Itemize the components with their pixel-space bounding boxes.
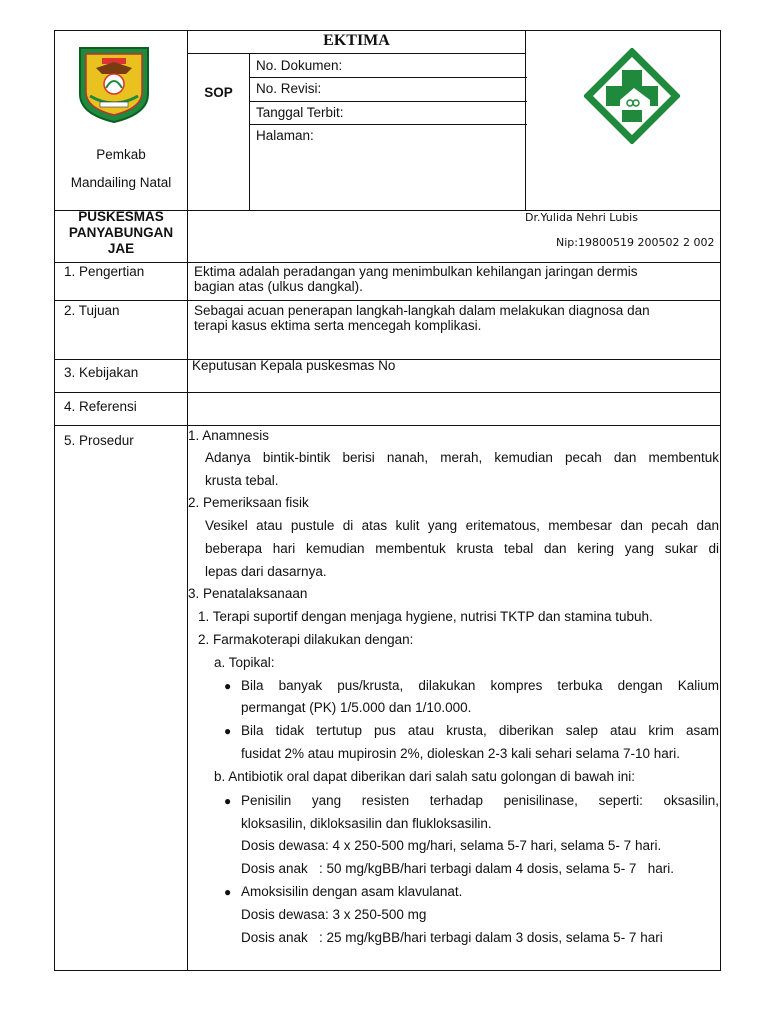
- prosedur-line: 1. Anamnesis: [188, 428, 270, 443]
- field-no-revisi: No. Revisi:: [256, 81, 322, 96]
- row-label-referensi: 4. Referensi: [64, 399, 137, 414]
- org-line2: Mandailing Natal: [70, 175, 172, 190]
- prosedur-line: Dosis anak : 25 mg/kgBB/hari terbagi dalam 3 dosis, selama 5- 7 hari: [241, 930, 663, 945]
- prosedur-line: 3. Penatalaksanaan: [188, 586, 308, 601]
- field-no-dokumen: No. Dokumen:: [256, 58, 343, 73]
- document-title: EKTIMA: [323, 32, 390, 49]
- prosedur-line: Penisilin yang resisten terhadap penisilinase, seperti: oksasilin,: [241, 793, 719, 808]
- prosedur-line: 2. Pemeriksaan fisik: [188, 495, 309, 510]
- bullet-icon: ●: [224, 679, 232, 693]
- prosedur-line: beberapa hari kemudian membentuk krusta tebal dan kering yang sukar di: [205, 541, 719, 556]
- prosedur-line: Dosis dewasa: 3 x 250-500 mg: [241, 907, 427, 922]
- prosedur-line: fusidat 2% atau mupirosin 2%, dioleskan 2-3 kali sehari selama 7-10 hari.: [241, 746, 680, 761]
- prosedur-line: b. Antibiotik oral dapat diberikan dari salah satu golongan di bawah ini:: [214, 769, 636, 784]
- puskesmas-logo: [584, 48, 680, 144]
- bullet-icon: ●: [224, 885, 232, 899]
- row-label-prosedur: 5. Prosedur: [64, 433, 134, 448]
- org-line1: Pemkab: [96, 147, 146, 162]
- pengertian-text-2: bagian atas (ulkus dangkal).: [194, 279, 363, 294]
- prosedur-line: Vesikel atau pustule di atas kulit yang eritematous, membesar dan pecah dan: [205, 518, 719, 533]
- pengertian-text-1: Ektima adalah peradangan yang menimbulkan kehilangan jaringan dermis: [194, 264, 638, 279]
- field-tanggal-terbit: Tanggal Terbit:: [256, 105, 344, 120]
- signer-name: Dr.Yulida Nehri Lubis: [525, 211, 638, 224]
- prosedur-line: 2. Farmakoterapi dilakukan dengan:: [198, 632, 414, 647]
- row-label-pengertian: 1. Pengertian: [64, 264, 145, 279]
- prosedur-line: Dosis dewasa: 4 x 250-500 mg/hari, selama 5-7 hari, selama 5- 7 hari.: [241, 838, 662, 853]
- row-label-tujuan: 2. Tujuan: [64, 303, 120, 318]
- sop-label: SOP: [204, 85, 233, 100]
- prosedur-line: Amoksisilin dengan asam klavulanat.: [241, 884, 463, 899]
- puskesmas-name-2: PANYABUNGAN: [68, 225, 174, 240]
- field-halaman: Halaman:: [256, 128, 314, 143]
- prosedur-line: kloksasilin, dikloksasilin dan flukloksasilin.: [241, 816, 492, 831]
- signer-nip: Nip:19800519 200502 2 002: [556, 236, 715, 249]
- prosedur-line: Bila tidak tertutup pus atau krusta, diberikan salep atau krim asam: [241, 723, 719, 738]
- row-label-kebijakan: 3. Kebijakan: [64, 365, 139, 380]
- puskesmas-name-1: PUSKESMAS: [78, 209, 164, 224]
- tujuan-text-1: Sebagai acuan penerapan langkah-langkah dalam melakukan diagnosa dan: [194, 303, 650, 318]
- tujuan-text-2: terapi kasus ektima serta mencegah komplikasi.: [194, 318, 482, 333]
- puskesmas-name-3: JAE: [107, 241, 135, 256]
- prosedur-line: lepas dari dasarnya.: [205, 564, 327, 579]
- prosedur-line: a. Topikal:: [214, 655, 275, 670]
- prosedur-line: Dosis anak : 50 mg/kgBB/hari terbagi dalam 4 dosis, selama 5- 7 hari.: [241, 861, 674, 876]
- prosedur-line: permangat (PK) 1/5.000 dan 1/10.000.: [241, 700, 472, 715]
- prosedur-line: Adanya bintik-bintik berisi nanah, merah, kemudian pecah dan membentuk: [205, 450, 719, 465]
- bullet-icon: ●: [224, 724, 232, 738]
- regional-emblem-logo: [76, 44, 152, 124]
- prosedur-line: Bila banyak pus/krusta, dilakukan kompres terbuka dengan Kalium: [241, 678, 719, 693]
- prosedur-line: 1. Terapi suportif dengan menjaga hygiene, nutrisi TKTP dan stamina tubuh.: [198, 609, 653, 624]
- bullet-icon: ●: [224, 794, 232, 808]
- prosedur-line: krusta tebal.: [205, 473, 279, 488]
- kebijakan-text: Keputusan Kepala puskesmas No: [192, 358, 396, 373]
